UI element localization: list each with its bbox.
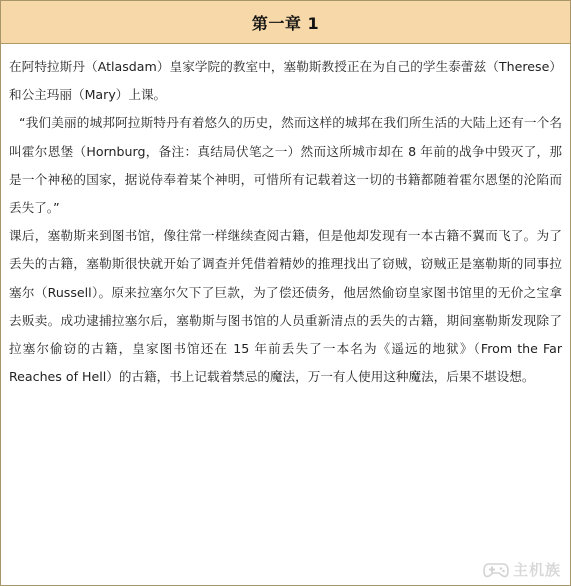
watermark — [483, 559, 561, 580]
gamepad-icon — [483, 561, 509, 579]
paragraph-intro: 在阿特拉斯丹（Atlasdam）皇家学院的教室中，塞勒斯教授正在为自己的学生泰蕾兹（Therese）和公主玛丽（Mary）上课。 — [9, 59, 562, 103]
watermark-text: 主机族 — [512, 561, 561, 579]
paragraph-story: 课后，塞勒斯来到图书馆，像往常一样继续查阅古籍，但是他却发现有一本古籍不翼而飞了。为了丢失的古籍，塞勒斯很快就开始了调查并凭借着精妙的推理找出了窃贼，窃贼正是塞勒斯的同事拉塞尔（Russell）。原来拉塞尔欠下了巨款，为了偿还债务，他居然偷窃皇家图书馆里的无价之宝拿去贩卖。成功逮捕拉塞尔后，塞勒斯与图书馆的人员重新清点的丢失的古籍，期间塞勒斯发现除了拉塞尔偷窃的古籍，皇家图书馆还在 15 年前丢失了一本名为《遥远的地狱》（From the Far Reaches of Hell）的古籍，书上记载着禁忌的魔法，万一有人使用这种魔法，后果不堪设想。 — [9, 228, 562, 385]
document-body — [1, 44, 570, 391]
chapter-title: 第一章 1 — [251, 13, 320, 33]
paragraph-quote: “我们美丽的城邦阿拉斯特丹有着悠久的历史，然而这样的城邦在我们所生活的大陆上还有一个名叫霍尔恩堡（Hornburg，备注：真结局伏笔之一）然而这所城市却在 8 年前的战争中毁灭了，那是一个神秘的国家，据说侍奉着某个神明，可惜所有记载着这一切的书籍都随着霍尔恩堡的沦陷而丢失了。” — [9, 115, 562, 216]
title-bar — [1, 1, 570, 44]
